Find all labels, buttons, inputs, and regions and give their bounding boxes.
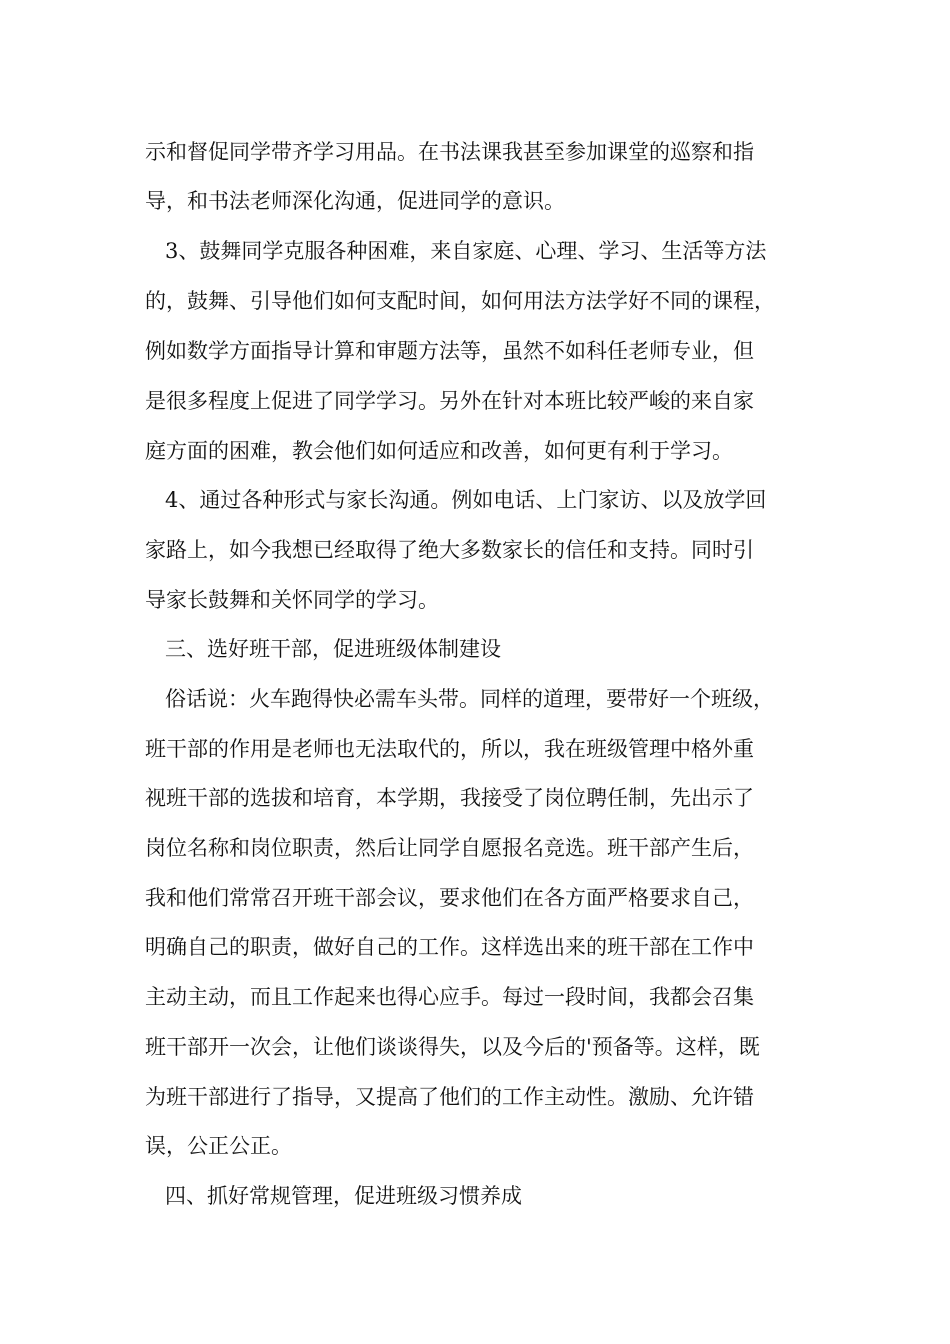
text-line: 导家长鼓舞和关怀同学的学习。 <box>145 588 439 612</box>
section-heading: 三、选好班干部，促进班级体制建设 <box>165 637 501 661</box>
text-line: 庭方面的困难，教会他们如何适应和改善，如何更有利于学习。 <box>145 439 733 463</box>
text-line: 示和督促同学带齐学习用品。在书法课我甚至参加课堂的巡察和指 <box>145 140 754 164</box>
text-line: 导，和书法老师深化沟通，促进同学的意识。 <box>145 189 565 213</box>
text-line: 班干部开一次会，让他们谈谈得失，以及今后的'预备等。这样，既 <box>145 1035 760 1059</box>
text-line: 的，鼓舞、引导他们如何支配时间，如何用法方法学好不同的课程， <box>145 289 775 313</box>
text-line: 视班干部的选拔和培育，本学期，我接受了岗位聘任制，先出示了 <box>145 786 754 810</box>
text-line: 误，公正公正。 <box>145 1134 292 1158</box>
text-line: 明确自己的职责，做好自己的工作。这样选出来的班干部在工作中 <box>145 935 754 959</box>
section-heading: 四、抓好常规管理，促进班级习惯养成 <box>165 1184 522 1208</box>
text-line: 我和他们常常召开班干部会议，要求他们在各方面严格要求自己， <box>145 886 754 910</box>
text-line: 3、鼓舞同学克服各种困难，来自家庭、心理、学习、生活等方法 <box>165 239 767 263</box>
text-line: 为班干部进行了指导，又提高了他们的工作主动性。激励、允许错 <box>145 1085 754 1109</box>
text-line: 例如数学方面指导计算和审题方法等，虽然不如科任老师专业，但 <box>145 339 754 363</box>
text-line: 班干部的作用是老师也无法取代的，所以，我在班级管理中格外重 <box>145 737 754 761</box>
text-line: 家路上，如今我想已经取得了绝大多数家长的信任和支持。同时引 <box>145 538 754 562</box>
text-line: 是很多程度上促进了同学学习。另外在针对本班比较严峻的来自家 <box>145 389 754 413</box>
text-line: 4、通过各种形式与家长沟通。例如电话、上门家访、以及放学回 <box>165 488 767 512</box>
text-line: 主动主动，而且工作起来也得心应手。每过一段时间，我都会召集 <box>145 985 754 1009</box>
text-line: 俗话说：火车跑得快必需车头带。同样的道理，要带好一个班级， <box>165 687 774 711</box>
text-line: 岗位名称和岗位职责，然后让同学自愿报名竞选。班干部产生后， <box>145 836 754 860</box>
